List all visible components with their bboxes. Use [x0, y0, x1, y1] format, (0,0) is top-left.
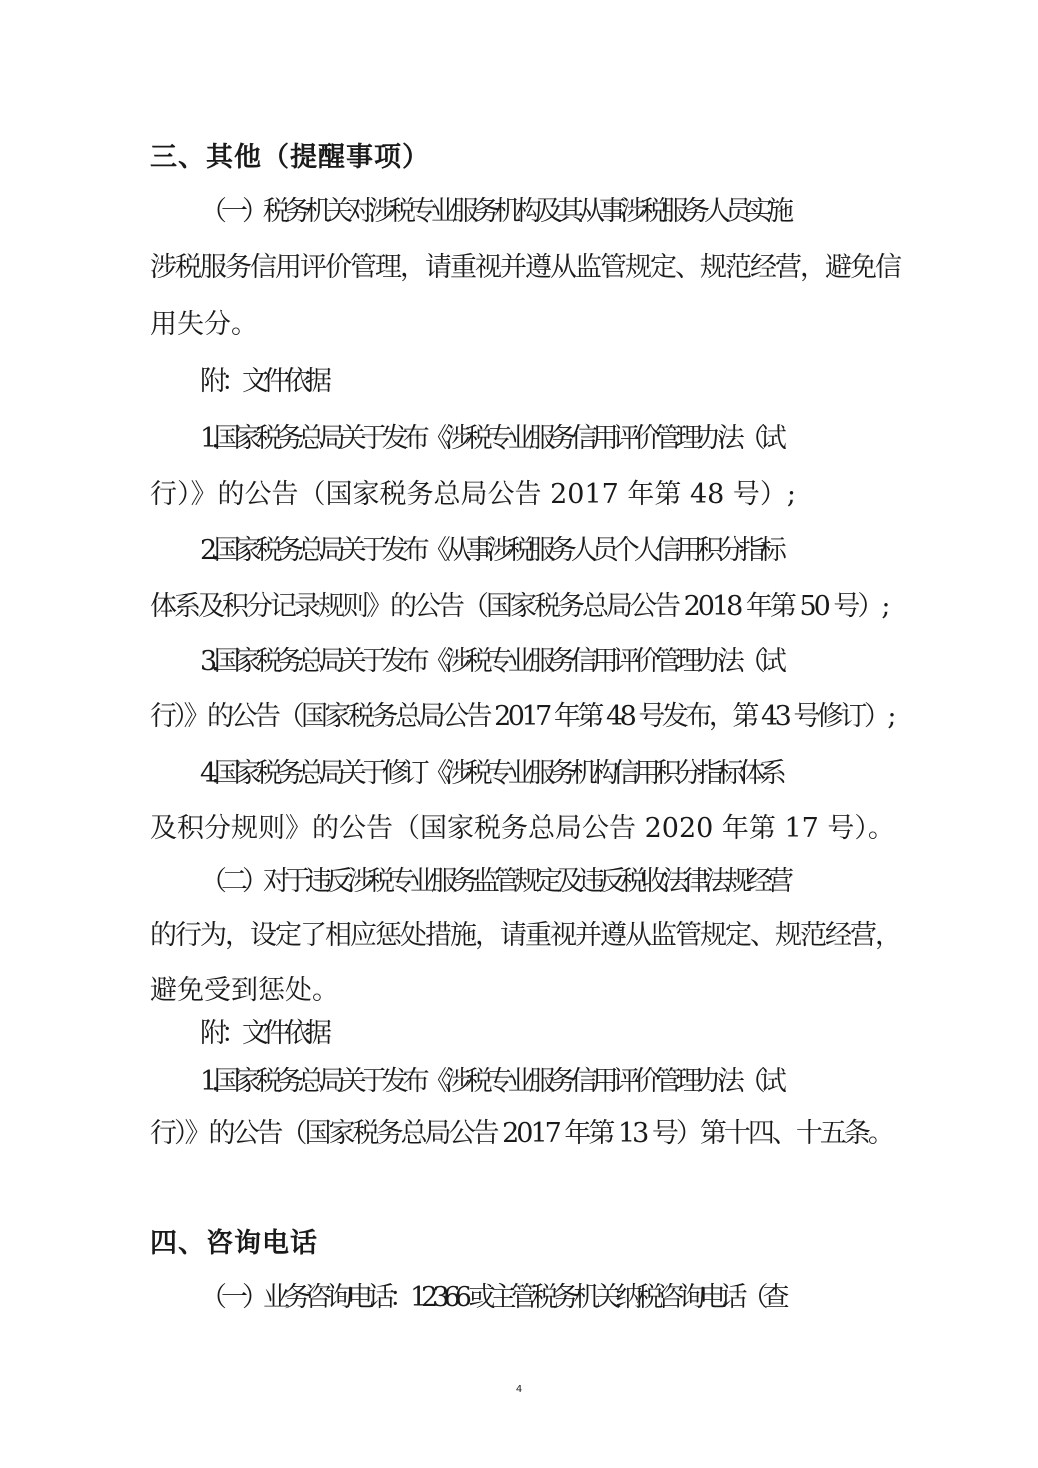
paragraph-3-1-line-2: 涉税服务信用评价管理，请重视并遵从监管规定、规范经营，避免信 — [150, 252, 900, 283]
reference-3-line-1: 3.国家税务总局关于发布《涉税专业服务信用评价管理办法（试 — [200, 646, 781, 677]
reference-5-line-2: 行）》的公告（国家税务总局公告 2017 年第 13 号）第十四、十五条。 — [150, 1118, 892, 1149]
paragraph-3-2-line-3: 避免受到惩处。 — [150, 975, 339, 1006]
reference-2-line-2: 体系及积分记录规则》的公告（国家税务总局公告 2018 年第 50 号）; — [150, 591, 888, 622]
reference-2-line-1: 2.国家税务总局关于发布《从事涉税服务人员个人信用积分指标 — [200, 535, 781, 566]
paragraph-3-2-line-2: 的行为，设定了相应惩处措施，请重视并遵从监管规定、规范经营， — [150, 920, 900, 951]
page-number: 4 — [515, 1384, 523, 1395]
reference-1-line-2: 行）》的公告（国家税务总局公告 2017 年第 48 号）; — [150, 479, 796, 510]
reference-3-line-2: 行）》的公告（国家税务总局公告 2017 年第 48 号发布，第 43 号修订）; — [150, 701, 894, 732]
reference-4-line-1: 4.国家税务总局关于修订《涉税专业服务机构信用积分指标体系 — [200, 758, 781, 789]
paragraph-4-1-line-1: （一）业务咨询电话：12366 或主管税务机关纳税咨询电话（查 — [200, 1282, 784, 1313]
paragraph-3-2-line-1: （二）对于违反涉税专业服务监管规定及违反税收法律法规经营 — [200, 866, 788, 897]
attachment-label-2: 附：文件依据 — [200, 1018, 326, 1049]
reference-4-line-2: 及积分规则》的公告（国家税务总局公告 2020 年第 17 号）。 — [150, 813, 895, 844]
reference-1-line-1: 1.国家税务总局关于发布《涉税专业服务信用评价管理办法（试 — [200, 423, 781, 454]
paragraph-3-1-line-1: （一）税务机关对涉税专业服务机构及其从事涉税服务人员实施 — [200, 196, 788, 227]
section-4-heading: 四、咨询电话 — [150, 1228, 318, 1259]
paragraph-3-1-line-3: 用失分。 — [150, 309, 258, 340]
attachment-label-1: 附：文件依据 — [200, 366, 326, 397]
section-3-heading: 三、其他（提醒事项） — [150, 142, 430, 173]
reference-5-line-1: 1.国家税务总局关于发布《涉税专业服务信用评价管理办法（试 — [200, 1066, 781, 1097]
